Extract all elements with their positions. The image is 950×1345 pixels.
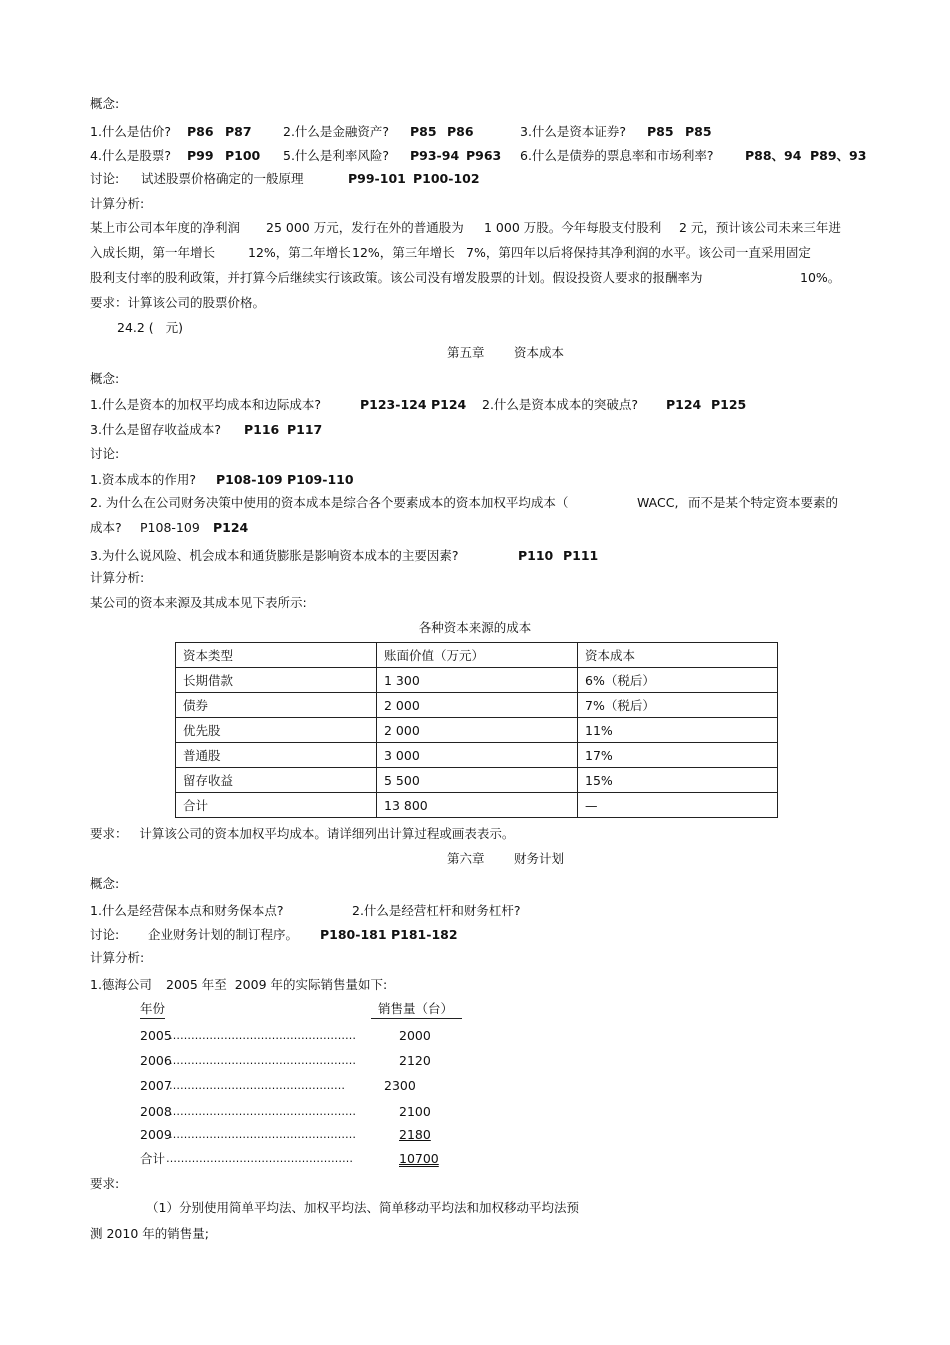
table-cell: 2 000 <box>377 693 578 718</box>
question: 6.什么是债券的票息率和市场利率? <box>520 148 714 163</box>
page-ref: P108-109 <box>216 472 283 487</box>
calc-text: 12%，第二年增长 <box>248 245 351 260</box>
discussion-item: 而不是某个特定资本要素的 <box>688 495 839 510</box>
question: 5.什么是利率风险? <box>283 148 390 163</box>
requirement-label: 要求: <box>90 1176 120 1191</box>
question: 3.什么是留存收益成本? <box>90 422 222 437</box>
page-ref: P124 <box>213 520 249 535</box>
chapter-title: 第六章 <box>447 851 485 866</box>
page-ref: P111 <box>563 548 599 563</box>
page-ref: P181-182 <box>391 927 458 942</box>
calc-intro: 1.德海公司 <box>90 977 152 992</box>
question: 2.什么是经营杠杆和财务杠杆? <box>352 903 521 918</box>
table-row <box>176 693 778 718</box>
chapter-title: 财务计划 <box>514 851 565 866</box>
table-cell: 2 000 <box>377 718 578 743</box>
table-row <box>176 668 778 693</box>
chapter-title: 资本成本 <box>514 345 565 360</box>
leader-dots: …………………………………………… <box>169 1105 356 1118</box>
calc-text: 7%，第四年以后将保持其净利润的水平。该公司一直采用固定 <box>466 245 811 260</box>
concept-label: 概念: <box>90 96 120 111</box>
page-ref: P180-181 <box>320 927 387 942</box>
table-row <box>176 793 778 818</box>
page-ref: P100 <box>225 148 261 163</box>
sales-year: 2007 <box>140 1078 172 1093</box>
page-ref: P117 <box>287 422 323 437</box>
table-row <box>176 743 778 768</box>
sales-year: 2009 <box>140 1127 172 1142</box>
page-ref: P89、93 <box>810 148 867 163</box>
question: 3.什么是资本证券? <box>520 124 627 139</box>
discuss-label: 讨论: <box>90 446 120 461</box>
table-cell: 1 300 <box>377 668 578 693</box>
discussion-item: 成本? <box>90 520 122 535</box>
table-cell: 3 000 <box>377 743 578 768</box>
page-ref: P100-102 <box>413 171 480 186</box>
sales-total-label: 合计 <box>140 1151 166 1166</box>
leader-dots: …………………………………………… <box>169 1128 356 1141</box>
page-ref: P124 <box>666 397 702 412</box>
sales-year: 2005 <box>140 1028 172 1043</box>
table-cell: — <box>578 793 778 818</box>
table-header: 资本类型 <box>176 643 377 668</box>
question: 1.什么是经营保本点和财务保本点? <box>90 903 284 918</box>
calc-intro: 某公司的资本来源及其成本见下表所示: <box>90 595 307 610</box>
page-ref: P963 <box>466 148 502 163</box>
question: 2.什么是金融资产? <box>283 124 390 139</box>
leader-dots: …………………………………………… <box>169 1054 356 1067</box>
table-cell: 17% <box>578 743 778 768</box>
table-header: 资本成本 <box>578 643 778 668</box>
calc-text: 1 000 万股。今年每股支付股利 <box>484 220 662 235</box>
sales-total-value: 10700 <box>399 1151 439 1166</box>
question: 1.什么是估价? <box>90 124 172 139</box>
page-ref: P85 <box>410 124 437 139</box>
calc-text: 入成长期，第一年增长 <box>90 245 216 260</box>
sales-value: 2100 <box>399 1104 431 1119</box>
table-row <box>176 768 778 793</box>
table-cell: 长期借款 <box>176 668 377 693</box>
page-ref: P85 <box>685 124 712 139</box>
page-ref: P116 <box>244 422 280 437</box>
leader-dots: …………………………………………… <box>166 1152 353 1165</box>
requirement: 要求： 计算该公司的资本加权平均成本。请详细列出计算过程或画表表示。 <box>90 826 515 841</box>
table-cell: 11% <box>578 718 778 743</box>
discuss-label: 讨论: <box>90 927 120 942</box>
calc-text: 12%，第三年增长 <box>352 245 455 260</box>
discussion-item: 3.为什么说风险、机会成本和通货膨胀是影响资本成本的主要因素? <box>90 548 459 563</box>
table-cell: 优先股 <box>176 718 377 743</box>
table-cell: 13 800 <box>377 793 578 818</box>
discussion-item: WACC, <box>637 495 679 510</box>
discuss-label: 讨论: <box>90 171 120 186</box>
table-cell: 普通股 <box>176 743 377 768</box>
requirement: 要求：计算该公司的股票价格。 <box>90 295 266 310</box>
page-ref: P86 <box>187 124 214 139</box>
leader-dots: ………………………………………… <box>169 1079 345 1092</box>
calc-text: 2 元，预计该公司未来三年进 <box>679 220 841 235</box>
calc-text: 某上市公司本年度的净利润 <box>90 220 241 235</box>
page-ref: P87 <box>225 124 252 139</box>
sales-value: 2120 <box>399 1053 431 1068</box>
requirement: （1）分别使用简单平均法、加权平均法、简单移动平均法和加权移动平均法预 <box>146 1200 579 1215</box>
table-title: 各种资本来源的成本 <box>418 620 532 635</box>
page-ref: P85 <box>647 124 674 139</box>
calc-text: 25 000 万元，发行在外的普通股为 <box>266 220 464 235</box>
page-ref: P93-94 <box>410 148 460 163</box>
sales-value: 2180 <box>399 1127 431 1142</box>
table-header: 账面价值（万元） <box>377 643 578 668</box>
calc-text: 股利支付率的股利政策，并打算今后继续实行该政策。该公司没有增发股票的计划。假设投资人要求的报酬率为 <box>90 270 703 285</box>
page-ref: P125 <box>711 397 747 412</box>
question: 2.什么是资本成本的突破点? <box>482 397 639 412</box>
page-ref: P123-124 <box>360 397 427 412</box>
calc-label: 计算分析: <box>90 950 145 965</box>
table-cell: 15% <box>578 768 778 793</box>
discuss-text: 试述股票价格确定的一般原理 <box>141 171 304 186</box>
page-ref: P99-101 <box>348 171 406 186</box>
chapter-title: 第五章 <box>447 345 485 360</box>
discussion-item: 1.资本成本的作用? <box>90 472 197 487</box>
answer: 24.2 ( 元) <box>117 320 183 335</box>
column-header-year: 年份 <box>140 1001 165 1019</box>
table-cell: 债券 <box>176 693 377 718</box>
concept-label: 概念: <box>90 371 120 386</box>
sales-value: 2000 <box>399 1028 431 1043</box>
sales-value: 2300 <box>384 1078 416 1093</box>
sales-year: 2008 <box>140 1104 172 1119</box>
calc-label: 计算分析: <box>90 570 145 585</box>
requirement: 测 2010 年的销售量; <box>90 1226 209 1241</box>
page-ref: P108-109 <box>140 520 200 535</box>
calc-label: 计算分析: <box>90 196 145 211</box>
table-cell: 留存收益 <box>176 768 377 793</box>
table-cell: 6%（税后） <box>578 668 778 693</box>
discuss-text: 企业财务计划的制订程序。 <box>148 927 299 942</box>
table-cell: 5 500 <box>377 768 578 793</box>
leader-dots: …………………………………………… <box>169 1029 356 1042</box>
page-ref: P88、94 <box>745 148 802 163</box>
page-ref: P99 <box>187 148 214 163</box>
discussion-item: 2. 为什么在公司财务决策中使用的资本成本是综合各个要素成本的资本加权平均成本（ <box>90 495 569 510</box>
calc-text: 10%。 <box>800 270 841 285</box>
page-ref: P109-110 <box>287 472 354 487</box>
page-ref: P110 <box>518 548 554 563</box>
page-ref: P124 <box>431 397 467 412</box>
sales-year: 2006 <box>140 1053 172 1068</box>
calc-intro: 2005 年至 2009 年的实际销售量如下: <box>166 977 388 992</box>
question: 4.什么是股票? <box>90 148 172 163</box>
table-row <box>176 718 778 743</box>
table-cell: 合计 <box>176 793 377 818</box>
page-ref: P86 <box>447 124 474 139</box>
question: 1.什么是资本的加权平均成本和边际成本? <box>90 397 322 412</box>
concept-label: 概念: <box>90 876 120 891</box>
table-cell: 7%（税后） <box>578 693 778 718</box>
column-header-sales: 销售量（台） <box>371 1001 462 1019</box>
capital-cost-table <box>175 642 778 818</box>
table-header-row <box>176 643 778 668</box>
